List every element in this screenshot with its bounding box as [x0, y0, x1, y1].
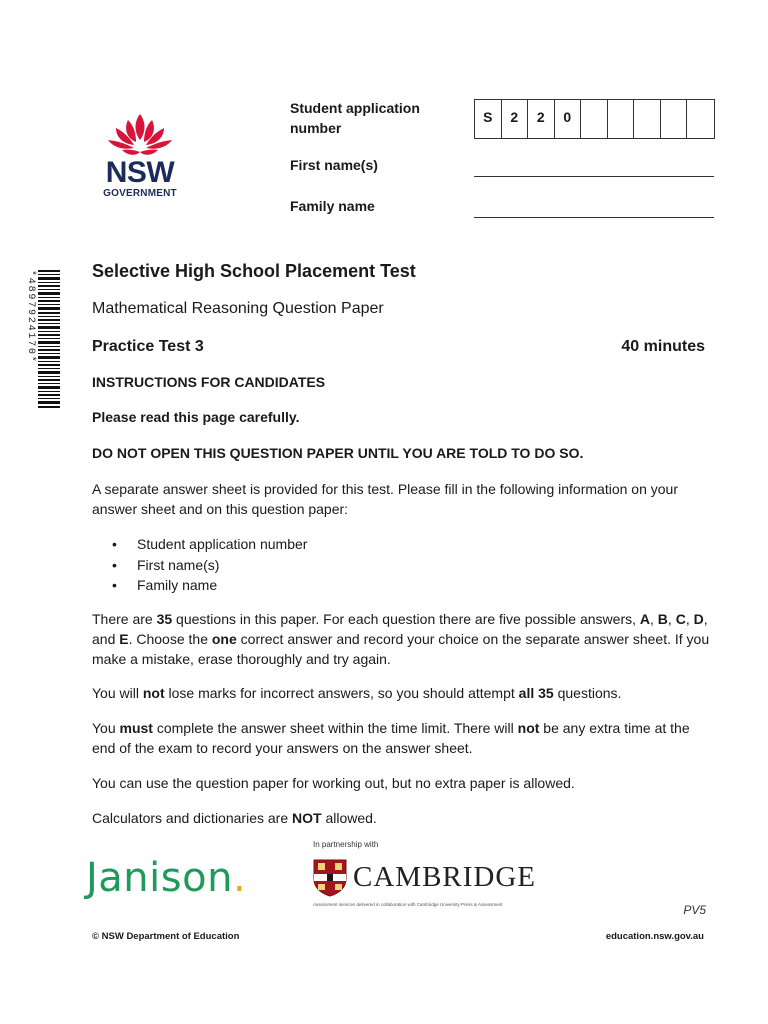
government-wordmark: GOVERNMENT — [103, 188, 177, 199]
cambridge-wordmark: CAMBRIDGE — [353, 861, 537, 893]
janison-logo: Janison. — [86, 855, 247, 901]
read-carefully-note: Please read this page carefully. — [92, 409, 300, 425]
family-name-label: Family name — [290, 198, 375, 214]
website-link[interactable]: education.nsw.gov.au — [605, 931, 704, 942]
duration-label: 40 minutes — [621, 338, 705, 355]
paper-title: Selective High School Placement Test — [92, 261, 416, 281]
application-number-box[interactable] — [687, 100, 714, 138]
first-name-label: First name(s) — [290, 157, 378, 173]
waratah-icon — [96, 112, 184, 158]
cambridge-crest-icon — [313, 859, 347, 897]
barcode-icon — [22, 270, 62, 410]
application-number-boxes[interactable] — [474, 99, 715, 139]
answer-sheet-paragraph: A separate answer sheet is provided for this test. Please fill in the following information on your answer sheet and on this question paper: — [92, 481, 678, 517]
barcode-number: *4897924170* — [25, 270, 36, 364]
nsw-government-logo — [96, 112, 184, 204]
copyright-notice: © NSW Department of Education — [92, 931, 240, 942]
application-number-box[interactable]: 0 — [555, 100, 582, 138]
first-name-field[interactable] — [474, 176, 714, 177]
application-number-box[interactable]: S — [475, 100, 502, 138]
instructions-heading: INSTRUCTIONS FOR CANDIDATES — [92, 374, 326, 390]
application-number-box[interactable] — [608, 100, 635, 138]
questions-paragraph: There are 35 questions in this paper. For each question there are five possible answers, A, B, C, D, and E. Choose the one correct answer and record your choice on the separate answer sheet. If you make a mistake, erase thoroughly and try again. — [92, 611, 710, 667]
working-out-paragraph: You can use the question paper for working out, but no extra paper is allowed. — [92, 775, 575, 791]
practice-test-label: Practice Test 3 — [92, 338, 204, 355]
required-info-list — [112, 534, 512, 596]
application-number-box[interactable] — [661, 100, 688, 138]
marking-paragraph: You will not lose marks for incorrect answers, so you should attempt all 35 questions. — [92, 685, 622, 701]
application-number-label: Student application number — [290, 100, 420, 136]
partnership-label: In partnership with — [313, 840, 379, 849]
application-number-box[interactable]: 2 — [528, 100, 555, 138]
list-item: • Family name — [112, 575, 512, 596]
calculators-paragraph: Calculators and dictionaries are NOT allowed. — [92, 810, 377, 826]
list-item: • First name(s) — [112, 555, 512, 576]
application-number-box[interactable] — [581, 100, 608, 138]
nsw-wordmark: NSW — [105, 156, 175, 189]
version-code: PV5 — [683, 903, 706, 917]
paper-subtitle: Mathematical Reasoning Question Paper — [92, 300, 384, 317]
time-limit-paragraph: You must complete the answer sheet within the time limit. There will not be any extra time at the end of the exam to record your answers on the answer sheet. — [92, 720, 690, 756]
cambridge-tagline: Assessment services delivered in collaboration with Cambridge University Press & Assessment — [313, 902, 503, 907]
application-number-box[interactable]: 2 — [502, 100, 529, 138]
family-name-field[interactable] — [474, 217, 714, 218]
list-item: • Student application number — [112, 534, 512, 555]
application-number-box[interactable] — [634, 100, 661, 138]
do-not-open-warning: DO NOT OPEN THIS QUESTION PAPER UNTIL YOU ARE TOLD TO DO SO. — [92, 445, 584, 461]
